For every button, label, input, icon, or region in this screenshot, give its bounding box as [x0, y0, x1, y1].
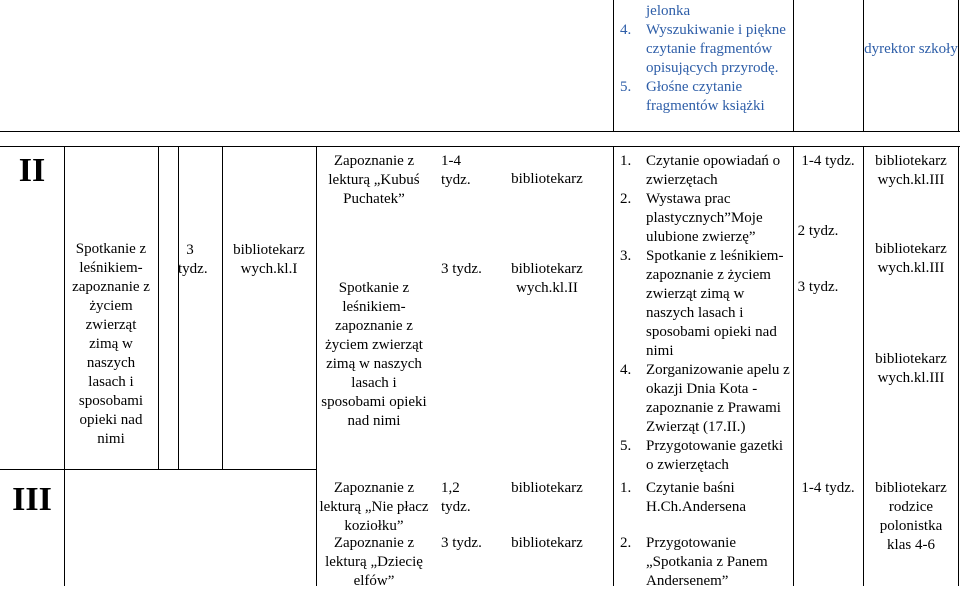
- row2-activity: [620, 247, 790, 361]
- row3-activity-list: [620, 479, 790, 591]
- row2-lesson-duration-2: 3 tydz.: [441, 261, 482, 277]
- rule-col-f: [958, 146, 959, 586]
- activity-text: Czytanie baśni H.Ch.Andersena: [646, 480, 746, 515]
- rule-top-col1: [613, 0, 614, 131]
- activity-text: Spotkanie z leśnikiem-zapoznanie z życiem zwierząt zimą w naszych lasach i sposobami opieki nad nimi: [646, 248, 784, 359]
- row2-topic: Spotkanie z leśnikiem-zapoznanie z życiem zwierząt zimą w naszych lasach i sposobami opieki nad nimi: [72, 241, 150, 447]
- row2-activity-list: [620, 152, 790, 475]
- rule-row3-top: [0, 469, 316, 470]
- row2-lesson-who-2: bibliotekarz wych.kl.II: [511, 261, 583, 296]
- row3-lesson-who-1: bibliotekarz: [511, 480, 583, 496]
- top-list-text: Wyszukiwanie i piękne czytanie fragmentów opisujących przyrodę.: [646, 22, 786, 76]
- top-list-continuation: jelonka: [646, 3, 691, 19]
- row-label-ii: II: [18, 152, 46, 189]
- row3-lesson-1: Zapoznanie z lekturą „Nie płacz koziołku”: [319, 480, 429, 534]
- top-list-item: [620, 21, 790, 78]
- activity-number: 4.: [620, 362, 632, 378]
- row3-lesson-duration-1: 1,2 tydz.: [441, 480, 471, 515]
- activity-text: Wystawa prac plastycznych”Moje ulubione zwierzę”: [646, 191, 763, 245]
- row2-activity: [620, 361, 790, 437]
- row2-activity-who-3: bibliotekarz wych.kl.III: [875, 351, 947, 386]
- rule-top-bottom: [0, 131, 960, 132]
- top-list-text: Głośne czytanie fragmentów książki: [646, 79, 765, 114]
- row2-activity: [620, 190, 790, 247]
- activity-text: Zorganizowanie apelu z okazji Dnia Kota - zapoznanie z Prawami Zwierząt (17.II.): [646, 362, 790, 435]
- rule-row2-top: [0, 146, 960, 147]
- top-list-number: 5.: [620, 79, 632, 95]
- row2-lesson-1: Zapoznanie z lekturą „Kubuś Puchatek”: [328, 153, 420, 207]
- row3-activity: [620, 534, 790, 591]
- activity-text: Przygotowanie gazetki o zwierzętach: [646, 438, 784, 473]
- row2-activity-who-1: bibliotekarz wych.kl.III: [875, 153, 947, 188]
- row3-activity-duration: 1-4 tydz.: [801, 480, 855, 496]
- row3-lesson-who-2: bibliotekarz: [511, 535, 583, 551]
- row2-lesson-who-1: bibliotekarz: [511, 171, 583, 187]
- rule-col-a2: [158, 146, 159, 469]
- row2-duration: 3 tydz.: [178, 242, 208, 277]
- activity-number: 5.: [620, 438, 632, 454]
- row2-activity-duration-2: 2 tydz.: [797, 223, 839, 239]
- row2-activity-duration-3: 3 tydz.: [797, 279, 839, 295]
- row2-activity-duration-1: 1-4 tydz.: [801, 153, 855, 169]
- row2-lesson-2: Spotkanie z leśnikiem-zapoznanie z życiem zwierząt zimą w naszych lasach i sposobami opieki nad nimi: [321, 280, 427, 429]
- row3-activity: [620, 479, 790, 517]
- row3-activity-who: bibliotekarz rodzice polonistka klas 4-6: [875, 480, 947, 553]
- row2-activity: [620, 152, 790, 190]
- activity-text: Czytanie opowiadań o zwierzętach: [646, 153, 781, 188]
- row2-activity-who-2: bibliotekarz wych.kl.III: [875, 241, 947, 276]
- row2-activity: [620, 437, 790, 475]
- rule-col-d: [793, 146, 794, 586]
- rule-col-c: [613, 146, 614, 586]
- activity-text: Przygotowanie „Spotkania z Panem Andersenem”: [646, 535, 768, 589]
- rule-top-col2: [793, 0, 794, 131]
- rule-top-col3: [863, 0, 864, 131]
- rule-col-a: [64, 146, 65, 586]
- rule-col-a4: [222, 146, 223, 469]
- rule-col-e: [863, 146, 864, 586]
- row2-who: bibliotekarz wych.kl.I: [233, 242, 305, 277]
- top-list-number: 4.: [620, 22, 632, 38]
- row-label-iii: III: [12, 481, 52, 518]
- row3-lesson-2: Zapoznanie z lekturą „Dziecię elfów”: [325, 535, 423, 589]
- top-list-item: [620, 78, 790, 116]
- rule-col-b: [316, 146, 317, 586]
- activity-number: 1.: [620, 480, 632, 496]
- rule-top-col4: [958, 0, 959, 131]
- row2-lesson-duration-1: 1-4 tydz.: [441, 153, 471, 188]
- rule-col-a3: [178, 146, 179, 469]
- top-responsible: dyrektor szkoły: [864, 41, 958, 57]
- row3-lesson-duration-2: 3 tydz.: [441, 535, 482, 551]
- activity-number: 2.: [620, 191, 632, 207]
- activity-number: 3.: [620, 248, 632, 264]
- activity-number: 2.: [620, 535, 632, 551]
- top-activity-list: [620, 2, 790, 116]
- activity-number: 1.: [620, 153, 632, 169]
